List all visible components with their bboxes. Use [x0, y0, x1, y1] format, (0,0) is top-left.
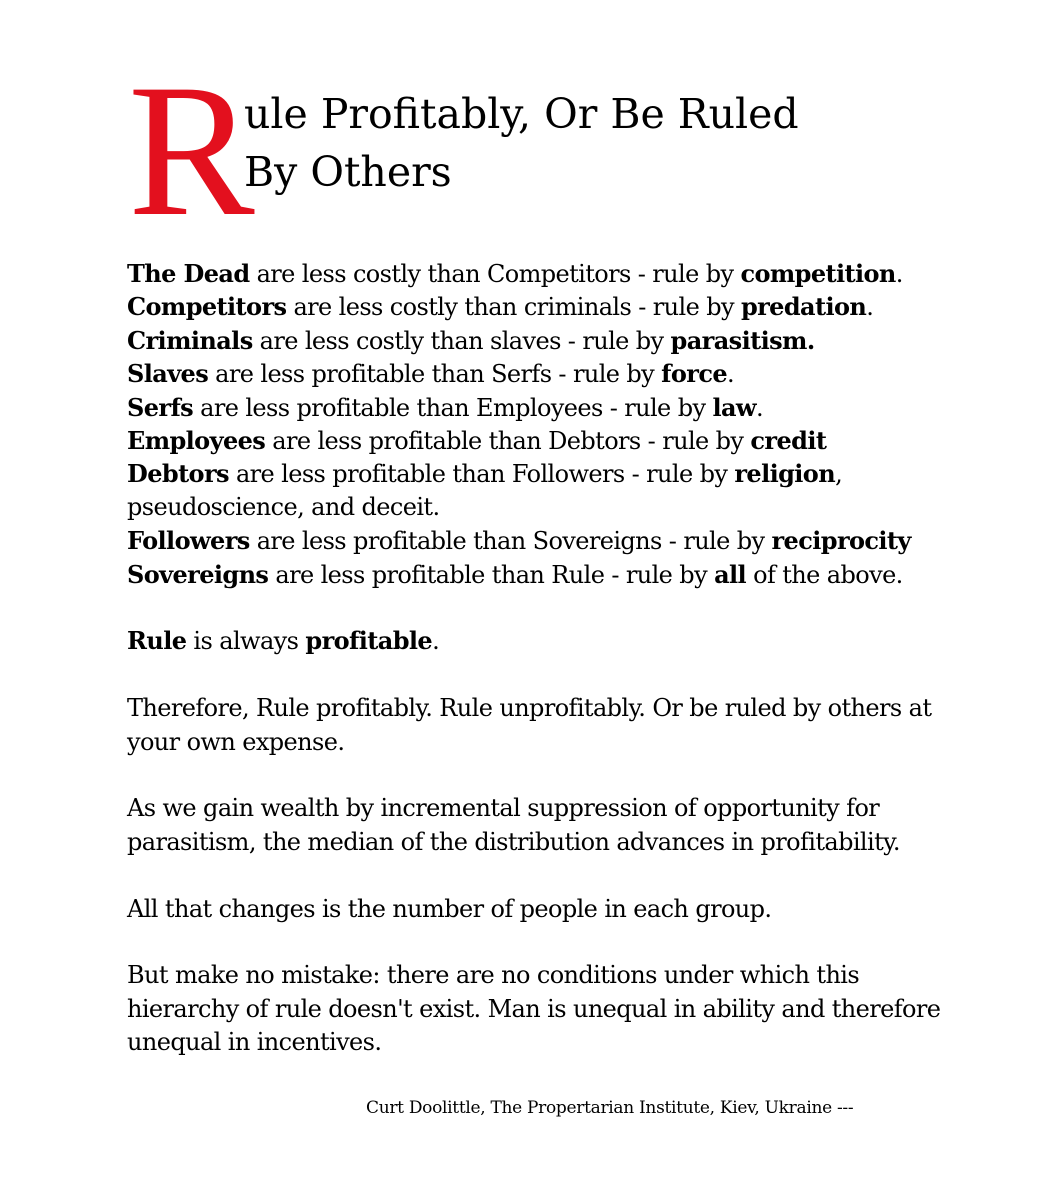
paragraph-therefore [127, 692, 1007, 759]
title-block [128, 46, 928, 256]
list-item-mode: force [661, 359, 728, 389]
paragraph-line: unequal in incentives. [127, 1028, 382, 1057]
paragraph-changes [127, 893, 1007, 926]
signature: Curt Doolittle, The Propertarian Institute, Kiev, Ukraine --- [366, 1098, 854, 1118]
list-item [127, 324, 1007, 357]
spacer [127, 591, 1007, 624]
list-item-mode: parasitism. [670, 325, 815, 355]
paragraph-wealth [127, 792, 1007, 859]
paragraph-line: Therefore, Rule profitably. Rule unprofitably. Or be ruled by others at [127, 694, 932, 723]
rule-statement-end: . [432, 627, 440, 656]
spacer [127, 926, 1007, 959]
list-item-end: . [866, 293, 874, 322]
list-item-end: . [755, 393, 764, 422]
title-line-2: By Others [244, 148, 452, 196]
rule-statement-text: is always [186, 627, 306, 656]
list-item-subject: Slaves [127, 359, 209, 389]
list-item-mode: reciprocity [771, 526, 911, 556]
list-item-text: are less profitable than Serfs - rule by [208, 360, 662, 389]
paragraph-line: parasitism, the median of the distribution advances in profitability. [127, 827, 900, 856]
list-item-text: are less costly than slaves - rule by [252, 326, 671, 355]
list-item-subject: Sovereigns [127, 559, 269, 589]
list-item [127, 524, 1007, 557]
title-dropcap: R [128, 46, 255, 256]
paragraph-line: All that changes is the number of people in each group. [127, 894, 772, 923]
list-item-subject: Criminals [127, 325, 253, 355]
list-item-text: are less profitable than Followers - rule by [228, 460, 735, 489]
spacer [127, 859, 1007, 892]
list-item-subject: Debtors [127, 459, 229, 489]
paragraph-mistake [127, 959, 1007, 1059]
list-item [127, 290, 1007, 323]
list-item [127, 457, 1007, 490]
list-item-mode: religion [734, 459, 836, 489]
list-item-mode: law [712, 392, 756, 422]
rule-statement-emphasis: profitable [305, 626, 433, 656]
rule-statement-subject: Rule [127, 626, 187, 656]
paragraph-line: your own expense. [127, 727, 345, 756]
list-item [127, 424, 1007, 457]
list-item-text: are less profitable than Sovereigns - rule by [249, 527, 772, 556]
list-item-continuation: pseudoscience, and deceit. [127, 492, 440, 521]
list-item [127, 257, 1007, 290]
list-item-mode: credit [750, 425, 827, 455]
document-body [127, 257, 1007, 1060]
list-item-text: are less costly than criminals - rule by [286, 293, 741, 322]
list-item-text: are less profitable than Employees - rule by [193, 393, 713, 422]
paragraph-line: As we gain wealth by incremental suppression of opportunity for [127, 794, 880, 823]
list-item-subject: Followers [127, 526, 250, 556]
list-item-text: are less profitable than Debtors - rule by [265, 426, 751, 455]
paragraph-line: But make no mistake: there are no conditions under which this [127, 961, 860, 990]
list-item [127, 391, 1007, 424]
list-item-subject: The Dead [127, 259, 250, 288]
title-line-1: ule Profitably, Or Be Ruled [244, 90, 799, 138]
list-item-end: . [895, 260, 903, 288]
list-item-subject: Serfs [127, 392, 194, 422]
rule-statement [127, 624, 1007, 658]
list-item [127, 558, 1007, 591]
list-item-end: of the above. [746, 560, 903, 589]
rule-hierarchy-list [127, 257, 1007, 591]
spacer [127, 759, 1007, 792]
list-item-text: are less profitable than Rule - rule by [268, 560, 715, 589]
list-item [127, 357, 1007, 390]
list-item-mode: all [714, 559, 747, 589]
spacer [127, 659, 1007, 692]
list-item-mode: predation [740, 292, 867, 322]
paragraph-line: hierarchy of rule doesn't exist. Man is unequal in ability and therefore [127, 994, 941, 1023]
list-item-end: . [727, 360, 735, 389]
list-item-subject: Employees [127, 425, 266, 455]
list-item-subject: Competitors [127, 292, 287, 322]
list-item-mode: competition [740, 259, 896, 288]
list-item-text: are less costly than Competitors - rule by [249, 260, 741, 288]
list-item-end: , [835, 460, 843, 489]
